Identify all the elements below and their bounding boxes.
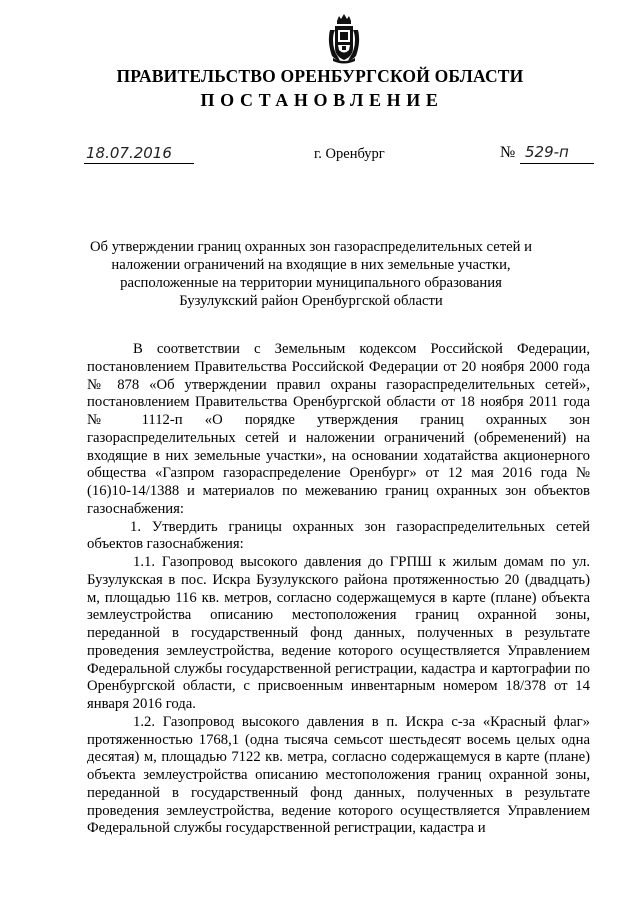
document-city: г. Оренбург: [314, 146, 385, 162]
document-date: 18.07.2016: [86, 144, 172, 162]
document-number: 529-п: [525, 143, 569, 161]
paragraph-preamble: В соответствии с Земельным кодексом Российской Федерации, постановлением Правительства Российской Федерации от 20 ноября 2000 года № 878 «Об утверждении правил охраны газораспределительных сетей», постановлением Правительства Оренбургской области от 18 ноября 2011 года № 1112-п «О порядке утверждения границ охранных зон газораспределительных сетей и наложении ограничений (обременений) на входящие в них земельные участки», на основании ходатайства акционерного общества «Газпром газораспределение Оренбург» от 12 мая 2016 года № (16)10-14/1388 и материалов по межеванию границ охранных зон объектов газоснабжения:: [87, 341, 590, 517]
organization-name: ПРАВИТЕЛЬСТВО ОРЕНБУРГСКОЙ ОБЛАСТИ: [116, 66, 524, 86]
number-label: №: [500, 144, 516, 161]
paragraph-item-1-2: 1.2. Газопровод высокого давления в п. Искра с-за «Красный флаг» протяженностью 1768,1 (одна тысяча семьсот шестьдесят восемь целых одна десятая) м, площадью 7122 кв. метра, согласно содержащемуся в карте (плане) объекта землеустройства описанию местоположения границ охранной зоны, переданной в государственный фонд данных, полученных в результате проведения землеустройства, ведение которого осуществляется Управлением Федеральной службы государственной регистрации, кадастра и: [87, 713, 590, 837]
coat-of-arms-icon: [324, 12, 364, 64]
paragraph-item-1: 1. Утвердить границы охранных зон газораспределительных сетей объектов газоснабжения:: [87, 518, 590, 553]
document-body: [87, 341, 590, 838]
document-subject: Об утверждении границ охранных зон газораспределительных сетей и наложении ограничений на входящие в них земельные участки, расположенные на территории муниципального образования Бузулукский район Оренбургской области: [89, 239, 533, 309]
document-type: ПОСТАНОВЛЕНИЕ: [200, 90, 444, 110]
paragraph-item-1-1: 1.1. Газопровод высокого давления до ГРПШ к жилым домам по ул. Бузулукская в пос. Искра Бузулукского района протяженностью 20 (двадцать) м, площадью 116 кв. метров, согласно содержащемуся в карте (плане) объекта землеустройства описанию местоположения границ охранной зоны, переданной в государственный фонд данных, полученных в результате проведения землеустройства, ведение которого осуществляется Управлением Федеральной службы государственной регистрации, кадастра и картографии по Оренбургской области, с присвоенным инвентарным номером 18/378 от 14 января 2016 года.: [87, 554, 590, 712]
number-underline: [520, 163, 594, 164]
date-underline: [84, 163, 194, 164]
